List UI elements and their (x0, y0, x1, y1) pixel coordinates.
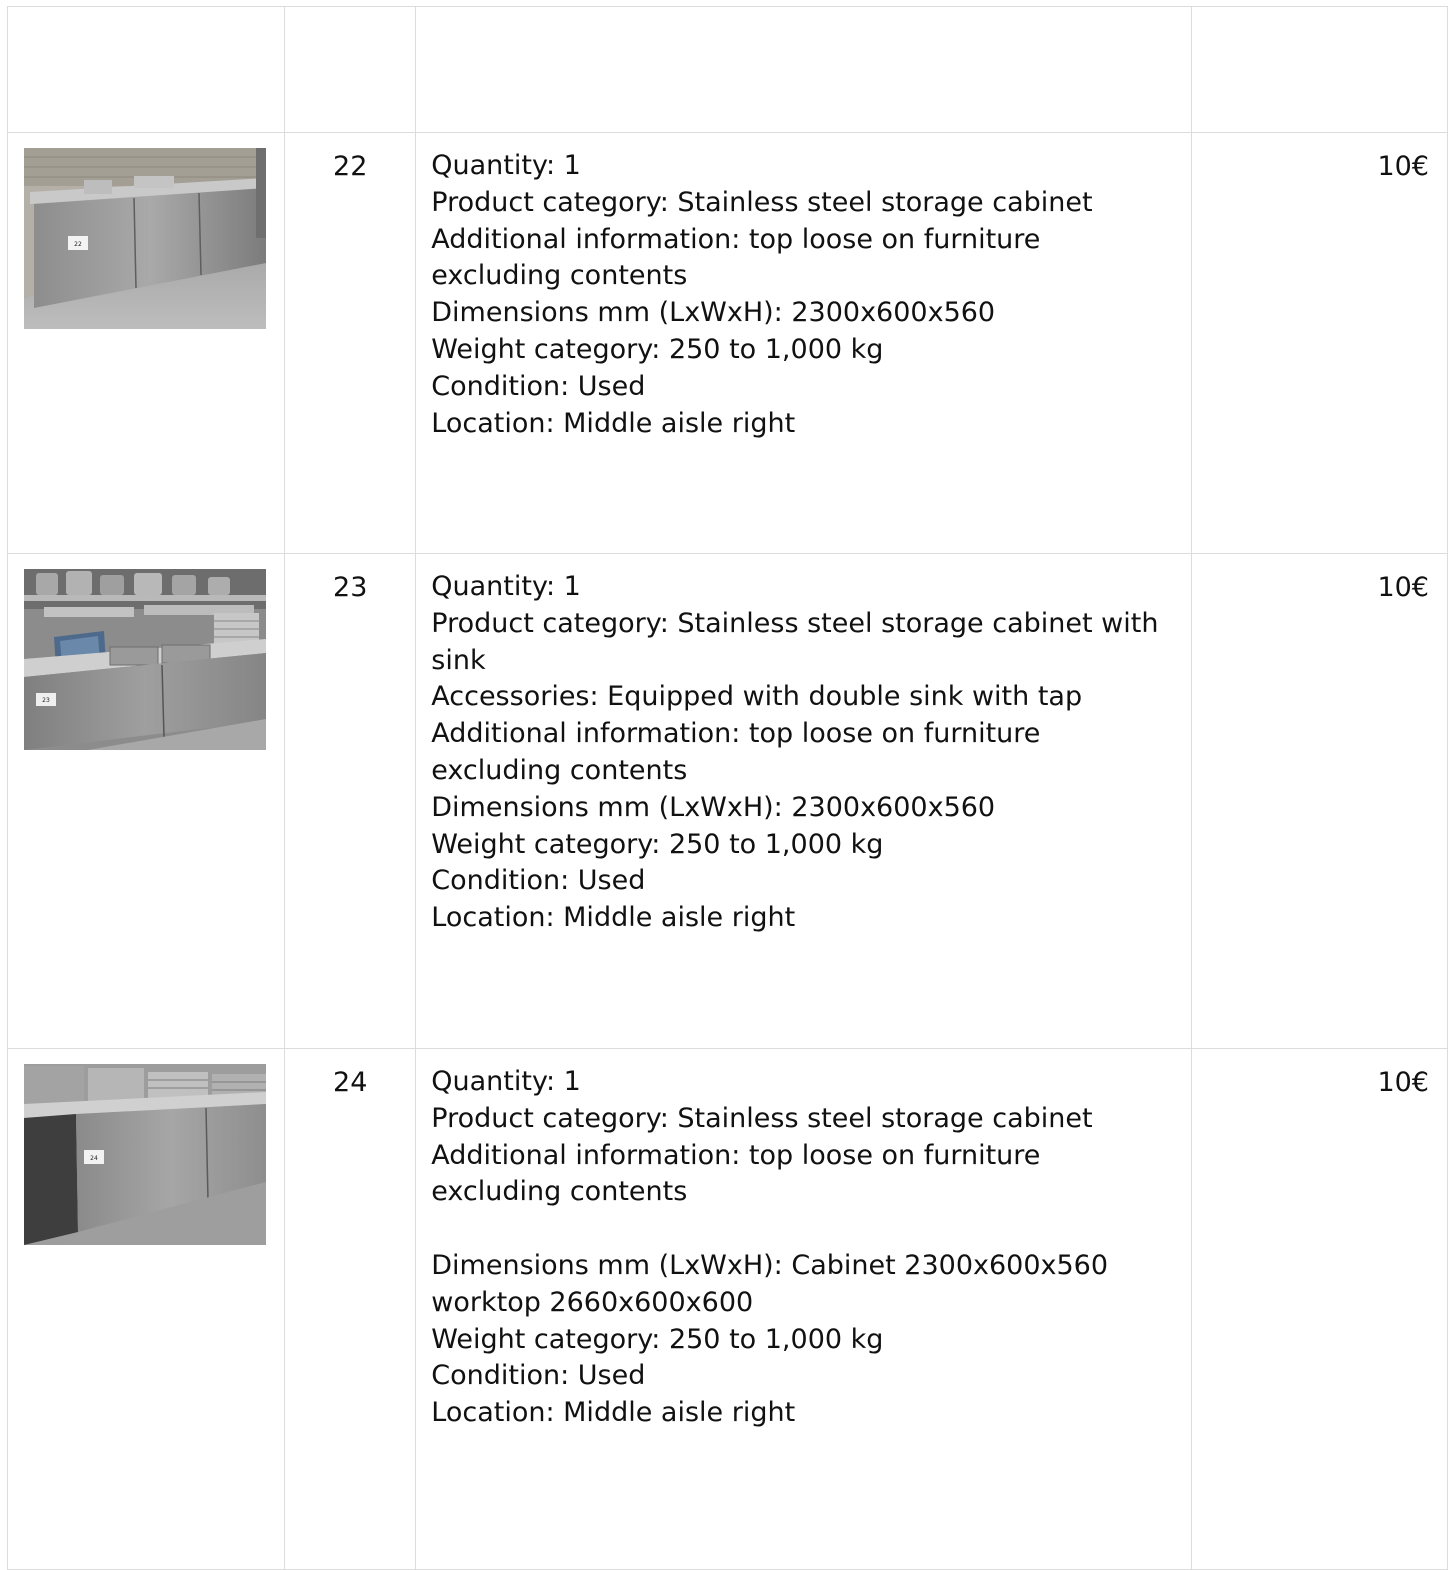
stainless-steel-cabinet-photo[interactable] (24, 1064, 266, 1245)
lot-number-cell (285, 1049, 416, 1570)
header-cell-description (416, 7, 1192, 133)
lot-number-cell (285, 554, 416, 1049)
lot-number-cell (285, 133, 416, 554)
stainless-steel-cabinet-with-sink-photo[interactable] (24, 569, 266, 750)
photo-lot-label: 22 (74, 241, 82, 248)
lot-description: Quantity: 1 Product category: Stainless steel storage cabinet Additional information: top loose on furniture excluding contents Dimensions mm (LxWxH): 2300x600x560 Weight category: 250 to 1,000 kg Condition: Used Location: Middle aisle right (431, 150, 1093, 439)
lot-price-cell (1191, 133, 1447, 554)
table-row (8, 554, 1448, 1049)
lot-description-cell (416, 1049, 1192, 1570)
table-row (8, 1049, 1448, 1570)
lot-number: 24 (333, 1067, 368, 1098)
lot-image-cell (8, 1049, 285, 1570)
table-row (8, 133, 1448, 554)
lot-number: 23 (333, 572, 368, 603)
header-cell-image (8, 7, 285, 133)
lot-price: 10€ (1377, 1067, 1429, 1098)
stainless-steel-cabinet-photo[interactable] (24, 148, 266, 329)
lot-image-cell (8, 554, 285, 1049)
photo-lot-label: 23 (42, 697, 50, 704)
lot-price: 10€ (1377, 572, 1429, 603)
lot-price-cell (1191, 554, 1447, 1049)
lot-image-cell (8, 133, 285, 554)
lot-description-cell (416, 554, 1192, 1049)
table-header-row (8, 7, 1448, 133)
lot-description: Quantity: 1 Product category: Stainless steel storage cabinet with sink Accessories: Equipped with double sink with tap Additional information: top loose on furniture excluding contents Dimensions mm (LxWxH): 2300x600x560 Weight category: 250 to 1,000 kg Condition: Used Location: Middle aisle right (431, 571, 1159, 934)
lot-number: 22 (333, 151, 368, 182)
photo-lot-label: 24 (90, 1155, 98, 1162)
header-cell-number (285, 7, 416, 133)
lot-description: Quantity: 1 Product category: Stainless steel storage cabinet Additional information: top loose on furniture excluding contents Dimensions mm (LxWxH): Cabinet 2300x600x560 worktop 2660x600x600 Weight category: 250 to 1,000 kg Condition: Used Location: Middle aisle right (431, 1066, 1109, 1429)
lot-table (7, 6, 1448, 1570)
header-cell-price (1191, 7, 1447, 133)
lot-price-cell (1191, 1049, 1447, 1570)
lot-description-cell (416, 133, 1192, 554)
lot-price: 10€ (1377, 151, 1429, 182)
